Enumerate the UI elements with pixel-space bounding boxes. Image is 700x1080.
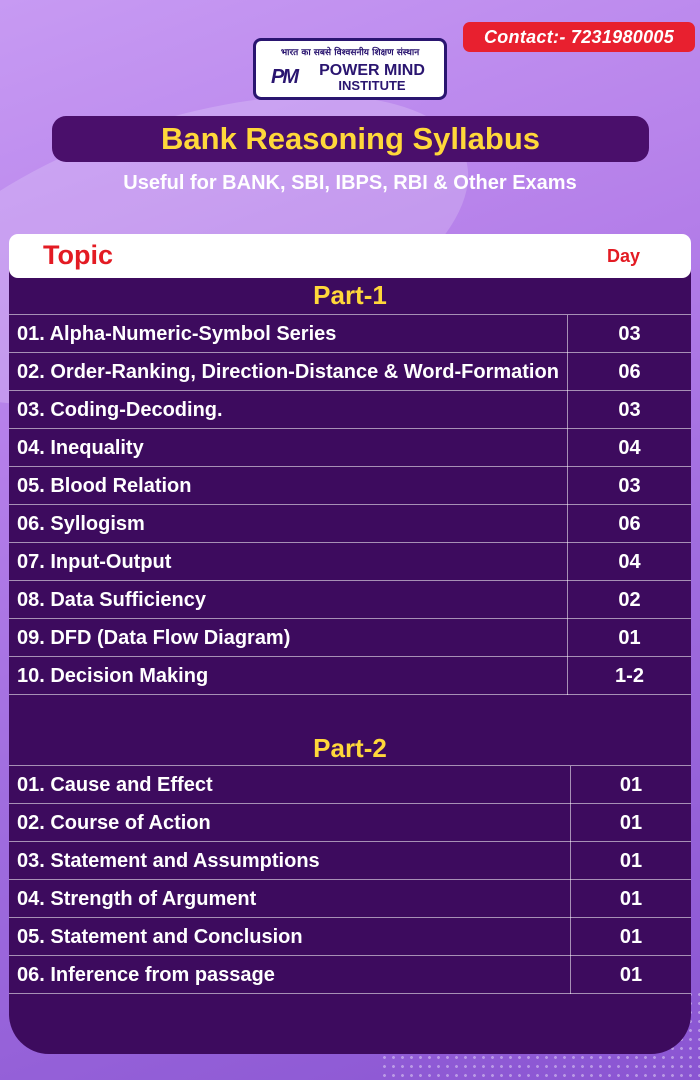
topic-cell: 04. Strength of Argument — [17, 887, 257, 910]
day-cell: 01 — [570, 880, 691, 918]
topic-cell: 01. Cause and Effect — [17, 773, 213, 796]
page-title: Bank Reasoning Syllabus — [52, 116, 649, 162]
table-row — [9, 315, 691, 353]
topic-cell: 03. Statement and Assumptions — [17, 849, 320, 872]
day-cell: 03 — [567, 315, 691, 353]
part1-table — [9, 314, 691, 695]
day-cell: 01 — [570, 918, 691, 956]
header-topic: Topic — [43, 240, 113, 270]
day-cell: 06 — [567, 505, 691, 543]
day-cell: 03 — [567, 467, 691, 505]
table-row — [9, 956, 691, 994]
topic-cell: 08. Data Sufficiency — [17, 588, 206, 611]
table-row — [9, 880, 691, 918]
day-cell: 02 — [567, 581, 691, 619]
day-cell: 01 — [570, 766, 691, 804]
topic-cell: 09. DFD (Data Flow Diagram) — [17, 626, 291, 649]
topic-cell: 05. Statement and Conclusion — [17, 925, 303, 948]
part2-table — [9, 765, 691, 994]
logo-name — [306, 63, 438, 92]
table-row — [9, 353, 691, 391]
topic-cell: 06. Inference from passage — [17, 963, 275, 986]
topic-cell: 06. Syllogism — [17, 512, 145, 535]
table-row — [9, 543, 691, 581]
part1-title: Part-1 — [313, 280, 387, 310]
part2-title: Part-2 — [313, 733, 387, 763]
institute-logo — [253, 38, 447, 100]
topic-cell: 02. Order-Ranking, Direction-Distance & Word-Formation — [17, 360, 559, 383]
day-cell: 01 — [570, 842, 691, 880]
table-row — [9, 505, 691, 543]
table-row — [9, 581, 691, 619]
table-row — [9, 766, 691, 804]
logo-name-line1: POWER MIND — [319, 61, 425, 79]
table-row — [9, 842, 691, 880]
table-row — [9, 429, 691, 467]
topic-cell: 01. Alpha-Numeric-Symbol Series — [17, 322, 337, 345]
table-row — [9, 467, 691, 505]
day-cell: 01 — [570, 804, 691, 842]
logo-mark-text: PM — [271, 65, 297, 88]
day-cell: 06 — [567, 353, 691, 391]
topic-cell: 02. Course of Action — [17, 811, 211, 834]
topic-cell: 03. Coding-Decoding. — [17, 398, 223, 421]
logo-row — [262, 61, 438, 93]
day-cell: 01 — [567, 619, 691, 657]
topic-cell: 10. Decision Making — [17, 664, 209, 687]
table-row — [9, 619, 691, 657]
topic-cell: 04. Inequality — [17, 436, 144, 459]
topic-cell: 05. Blood Relation — [17, 474, 192, 497]
day-cell: 03 — [567, 391, 691, 429]
day-cell: 01 — [570, 956, 691, 994]
contact-badge: Contact:- 7231980005 — [463, 22, 695, 52]
logo-tagline: भारत का सबसे विश्वसनीय शिक्षण संस्थान — [280, 48, 420, 58]
logo-name-line2: INSTITUTE — [338, 77, 406, 93]
table-row — [9, 918, 691, 956]
table-header — [9, 234, 691, 278]
pm-logo-icon — [262, 61, 306, 93]
day-cell: 04 — [567, 429, 691, 467]
day-cell: 04 — [567, 543, 691, 581]
topic-cell: 07. Input-Output — [17, 550, 172, 573]
table-row — [9, 391, 691, 429]
day-cell: 1-2 — [567, 657, 691, 695]
page-subtitle: Useful for BANK, SBI, IBPS, RBI & Other Exams — [123, 172, 577, 194]
table-row — [9, 657, 691, 695]
table-row — [9, 804, 691, 842]
header-day: Day — [607, 246, 641, 266]
